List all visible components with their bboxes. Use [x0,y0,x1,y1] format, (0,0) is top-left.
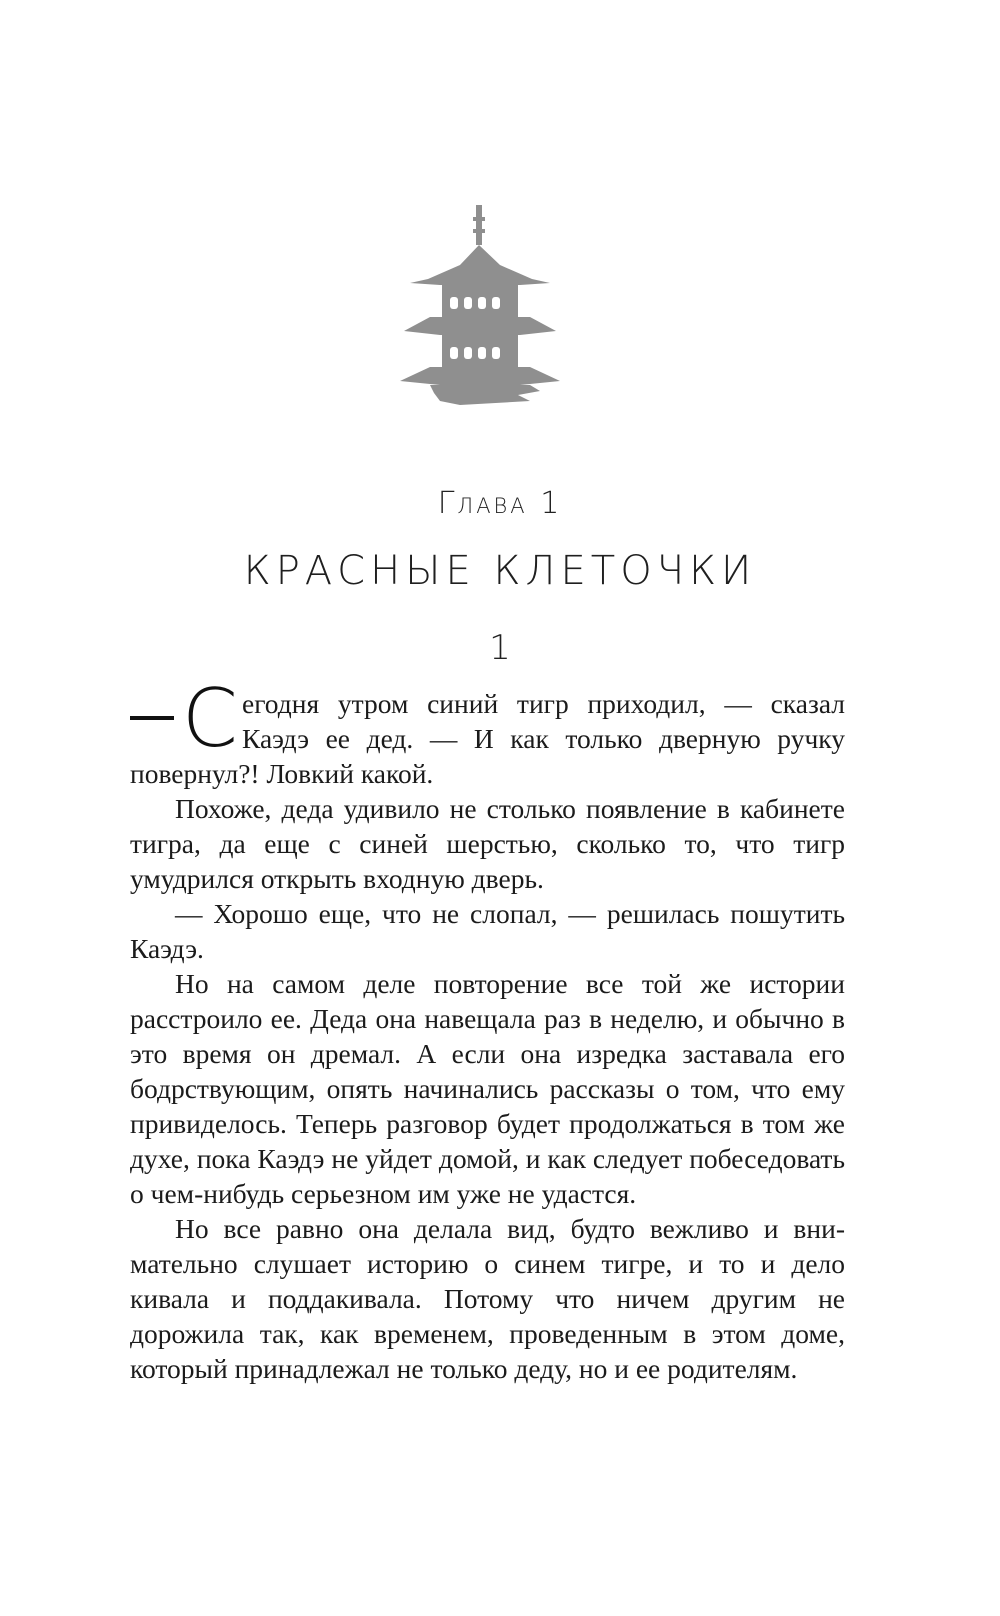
chapter-title: КРАСНЫЕ КЛЕТОЧКИ [243,548,757,594]
drop-cap [130,672,238,765]
paragraph [130,672,845,791]
paragraph-text: егодня утром синий тигр приходил, — сказал Каэдэ ее дед. — И как только дверную ручку повернул?! Ловкий какой. [130,688,845,789]
paragraph: Похоже, деда удивило не столько появление в кабинете тигра, да еще с синей шерстью, сколько то, что тигр умудрился открыть входную дверь. [130,793,845,894]
section-number: 1 [489,628,511,668]
drop-cap-dash [130,716,174,720]
paragraph: — Хорошо еще, что не слопал, — решилась пошутить Каэдэ. [130,898,845,964]
body-text [130,672,845,1386]
chapter-label: Глава 1 [437,486,563,521]
pagoda-icon [400,205,560,410]
paragraph: Но на самом деле повторение все той же истории расстроило ее. Деда она навещала раз в неделю, и обычно в это время он дремал. А если она изредка заставала его бодрствующим, опять начинались рассказы о том, что ему привиделось. Теперь разговор будет продолжаться в том же духе, пока Каэдэ не уйдет домой, и как следует побеседовать о чем-нибудь серьезном им уже не удастся. [130,968,845,1209]
paragraph: Но все равно она делала вид, будто вежливо и внимательно слушает историю о синем тигре, и то и дело кивала и поддакивала. Потому что ничем другим не дорожила так, как временем, проведенным в этом доме, который принадлежал не только деду, но и ее родителям. [130,1213,845,1384]
drop-cap-letter: С [182,672,238,765]
